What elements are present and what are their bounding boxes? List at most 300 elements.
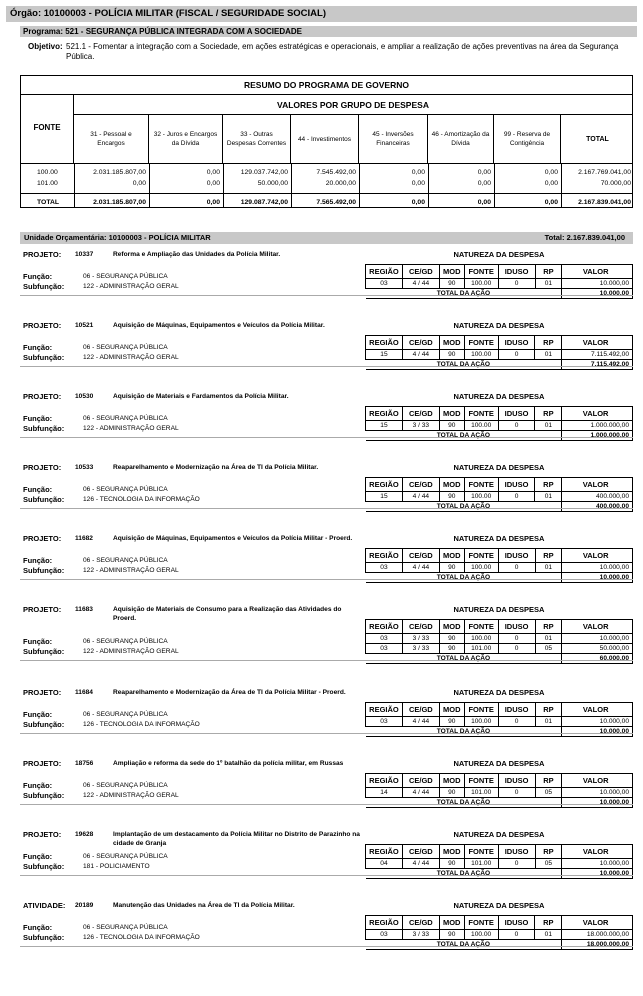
subfuncao-label: Subfunção: — [23, 862, 65, 871]
natureza-cell: 4 / 44 — [402, 859, 439, 869]
resumo-value-cell: 2.031.185.807,00 — [93, 199, 146, 206]
projeto-separator — [20, 366, 633, 367]
natureza-header: MOD — [439, 336, 464, 350]
total-acao-value: 400.000,00 — [562, 502, 633, 512]
natureza-cell: 100.00 — [464, 717, 498, 727]
natureza-header: IDUSO — [498, 845, 535, 859]
funcao-line — [23, 637, 168, 647]
natureza-header-row — [366, 336, 633, 350]
total-acao-label: TOTAL DA AÇÃO — [366, 940, 562, 950]
resumo-value-cell: 0,00 — [477, 180, 491, 187]
natureza-header-row — [366, 478, 633, 492]
natureza-header: RP — [535, 845, 562, 859]
resumo-value-cell: 129.037.742,00 — [240, 169, 288, 176]
projeto-title — [23, 534, 363, 543]
natureza-cell: 90 — [439, 717, 464, 727]
natureza-title: NATUREZA DA DESPESA — [453, 392, 545, 401]
projeto-title — [23, 759, 363, 768]
natureza-header: FONTE — [464, 336, 498, 350]
natureza-table — [365, 477, 633, 512]
natureza-cell: 15 — [366, 492, 403, 502]
resumo-value-cell: 0,00 — [477, 169, 491, 176]
natureza-cell: 50.000,00 — [562, 644, 633, 654]
total-acao-value: 1.000.000,00 — [562, 431, 633, 441]
natureza-header: IDUSO — [498, 774, 535, 788]
natureza-cell: 90 — [439, 279, 464, 289]
natureza-header: MOD — [439, 407, 464, 421]
subfuncao-value: 181 - POLICIAMENTO — [83, 863, 150, 870]
total-acao-label: TOTAL DA AÇÃO — [366, 360, 562, 370]
projeto-separator — [20, 946, 633, 947]
projeto-code: 11683 — [75, 606, 93, 613]
natureza-cell: 03 — [366, 634, 403, 644]
natureza-header: IDUSO — [498, 703, 535, 717]
subfuncao-label: Subfunção: — [23, 495, 65, 504]
projeto-title — [23, 392, 363, 401]
natureza-header: IDUSO — [498, 549, 535, 563]
natureza-row — [366, 634, 633, 644]
natureza-cell: 03 — [366, 279, 403, 289]
subfuncao-line — [23, 353, 179, 363]
natureza-cell: 4 / 44 — [402, 717, 439, 727]
projeto-separator — [20, 579, 633, 580]
natureza-header: CE/GD — [402, 703, 439, 717]
natureza-header: RP — [535, 549, 562, 563]
projeto-name: Reforma e Ampliação das Unidades da Polícia Militar. — [113, 251, 281, 258]
fonte-header: FONTE — [21, 95, 74, 163]
total-acao-row — [366, 502, 633, 512]
natureza-cell: 0 — [498, 859, 535, 869]
natureza-row — [366, 492, 633, 502]
subfuncao-value: 126 - TECNOLOGIA DA INFORMAÇÃO — [83, 496, 200, 503]
natureza-header: RP — [535, 620, 562, 634]
natureza-title: NATUREZA DA DESPESA — [453, 250, 545, 259]
resumo-col-header: 46 - Amortização da Dívida — [428, 115, 494, 163]
resumo-value-cell: 7.545.492,00 — [316, 169, 356, 176]
natureza-header: CE/GD — [402, 336, 439, 350]
projeto-title — [23, 605, 363, 623]
natureza-header: IDUSO — [498, 407, 535, 421]
natureza-header: VALOR — [562, 703, 633, 717]
natureza-cell: 0 — [498, 788, 535, 798]
natureza-header: CE/GD — [402, 774, 439, 788]
unidade-label: Unidade Orçamentária: 10100003 - POLÍCIA MILITAR — [24, 233, 211, 242]
natureza-cell: 101.00 — [464, 788, 498, 798]
natureza-row — [366, 859, 633, 869]
natureza-header: MOD — [439, 916, 464, 930]
subfuncao-value: 122 - ADMINISTRAÇÃO GERAL — [83, 283, 179, 290]
natureza-header: VALOR — [562, 774, 633, 788]
projeto-kind: ATIVIDADE: — [23, 901, 66, 910]
natureza-title: NATUREZA DA DESPESA — [453, 759, 545, 768]
resumo-col-header: TOTAL — [586, 135, 609, 143]
subfuncao-label: Subfunção: — [23, 566, 65, 575]
resumo-value-cell: 0,00 — [411, 169, 425, 176]
subfuncao-label: Subfunção: — [23, 647, 65, 656]
natureza-cell: 14 — [366, 788, 403, 798]
funcao-line — [23, 343, 168, 353]
natureza-cell: 101.00 — [464, 644, 498, 654]
natureza-cell: 3 / 33 — [402, 634, 439, 644]
natureza-cell: 0 — [498, 421, 535, 431]
funcao-label: Função: — [23, 923, 53, 932]
funcao-value: 06 - SEGURANÇA PÚBLICA — [83, 557, 168, 564]
resumo-col-header: 45 - Inversões Financeiras — [359, 115, 428, 163]
natureza-cell: 100.00 — [464, 279, 498, 289]
natureza-header: CE/GD — [402, 620, 439, 634]
projeto-code: 11682 — [75, 535, 93, 542]
natureza-cell: 01 — [535, 421, 562, 431]
natureza-table — [365, 702, 633, 737]
resumo-value-cell: 0,00 — [544, 180, 558, 187]
natureza-header: IDUSO — [498, 620, 535, 634]
natureza-header: RP — [535, 265, 562, 279]
resumo-col-header: 32 - Juros e Encargos da Dívida — [149, 115, 223, 163]
total-acao-row — [366, 869, 633, 879]
natureza-header: FONTE — [464, 407, 498, 421]
total-acao-label: TOTAL DA AÇÃO — [366, 654, 562, 664]
resumo-table — [20, 75, 633, 208]
natureza-header-row — [366, 845, 633, 859]
resumo-value-cell: 0,00 — [477, 199, 491, 206]
natureza-cell: 3 / 33 — [402, 421, 439, 431]
natureza-header: RP — [535, 336, 562, 350]
objetivo-label: Objetivo: — [28, 42, 63, 51]
projeto-code: 10530 — [75, 393, 94, 400]
natureza-header: RP — [535, 916, 562, 930]
resumo-value-cell: 0,00 — [206, 180, 220, 187]
subfuncao-line — [23, 933, 200, 943]
total-acao-value: 18.000.000,00 — [562, 940, 633, 950]
orgao-header: Órgão: 10100003 - POLÍCIA MILITAR (FISCAL / SEGURIDADE SOCIAL) — [6, 6, 637, 22]
natureza-header: MOD — [439, 620, 464, 634]
projeto-kind: PROJETO: — [23, 392, 62, 401]
funcao-label: Função: — [23, 343, 53, 352]
natureza-header: RP — [535, 774, 562, 788]
natureza-row — [366, 350, 633, 360]
natureza-cell: 0 — [498, 634, 535, 644]
natureza-cell: 0 — [498, 644, 535, 654]
subfuncao-value: 126 - TECNOLOGIA DA INFORMAÇÃO — [83, 721, 200, 728]
natureza-cell: 100.00 — [464, 350, 498, 360]
projeto-name: Implantação de um destacamento da Polícia Militar no Distrito de Parazinho na cidade de Granja — [113, 831, 360, 847]
natureza-header: REGIÃO — [366, 845, 403, 859]
natureza-header: MOD — [439, 774, 464, 788]
natureza-cell: 4 / 44 — [402, 279, 439, 289]
natureza-cell: 05 — [535, 644, 562, 654]
unidade-total: Total: 2.167.839.041,00 — [544, 233, 625, 242]
resumo-value-cell: 2.167.839.041,00 — [578, 199, 631, 206]
natureza-row — [366, 717, 633, 727]
subfuncao-label: Subfunção: — [23, 282, 65, 291]
funcao-line — [23, 556, 168, 566]
natureza-table — [365, 548, 633, 583]
natureza-header: CE/GD — [402, 845, 439, 859]
natureza-table — [365, 619, 633, 664]
natureza-cell: 90 — [439, 350, 464, 360]
natureza-header: VALOR — [562, 478, 633, 492]
natureza-header: CE/GD — [402, 265, 439, 279]
funcao-label: Função: — [23, 414, 53, 423]
natureza-header: CE/GD — [402, 549, 439, 563]
natureza-cell: 15 — [366, 350, 403, 360]
natureza-header: VALOR — [562, 620, 633, 634]
funcao-label: Função: — [23, 485, 53, 494]
projeto-code: 11684 — [75, 689, 93, 696]
natureza-header: VALOR — [562, 549, 633, 563]
subfuncao-label: Subfunção: — [23, 791, 65, 800]
natureza-cell: 90 — [439, 859, 464, 869]
projeto-title — [23, 250, 363, 259]
natureza-cell: 01 — [535, 492, 562, 502]
natureza-header: REGIÃO — [366, 336, 403, 350]
projeto-name: Aquisição de Materiais de Consumo para a Realização das Atividades do Proerd. — [113, 606, 342, 622]
natureza-cell: 90 — [439, 644, 464, 654]
natureza-title: NATUREZA DA DESPESA — [453, 463, 545, 472]
projeto-kind: PROJETO: — [23, 688, 62, 697]
funcao-value: 06 - SEGURANÇA PÚBLICA — [83, 924, 168, 931]
funcao-value: 06 - SEGURANÇA PÚBLICA — [83, 273, 168, 280]
total-acao-row — [366, 289, 633, 299]
total-acao-row — [366, 573, 633, 583]
natureza-row — [366, 279, 633, 289]
total-acao-label: TOTAL DA AÇÃO — [366, 289, 562, 299]
funcao-line — [23, 852, 168, 862]
valores-header: VALORES POR GRUPO DE DESPESA — [74, 95, 632, 115]
total-acao-value: 10.000,00 — [562, 289, 633, 299]
resumo-col-header: 31 - Pessoal e Encargos — [74, 115, 149, 163]
natureza-header-row — [366, 916, 633, 930]
natureza-cell: 01 — [535, 717, 562, 727]
natureza-header: MOD — [439, 845, 464, 859]
projeto-separator — [20, 804, 633, 805]
natureza-row — [366, 644, 633, 654]
natureza-header: FONTE — [464, 549, 498, 563]
resumo-value-cell: 7.565.492,00 — [316, 199, 356, 206]
subfuncao-line — [23, 720, 200, 730]
funcao-value: 06 - SEGURANÇA PÚBLICA — [83, 853, 168, 860]
natureza-cell: 10.000,00 — [562, 279, 633, 289]
natureza-cell: 01 — [535, 563, 562, 573]
resumo-value-cell: 20.000,00 — [325, 180, 356, 187]
funcao-line — [23, 414, 168, 424]
natureza-row — [366, 930, 633, 940]
natureza-cell: 0 — [498, 279, 535, 289]
natureza-table — [365, 406, 633, 441]
projeto-name: Reaparelhamento e Modernização na Área de TI da Polícia Militar. — [113, 464, 319, 471]
objetivo — [28, 42, 633, 62]
resumo-value-cell: 0,00 — [411, 180, 425, 187]
projeto-code: 18756 — [75, 760, 94, 767]
subfuncao-label: Subfunção: — [23, 720, 65, 729]
natureza-header: MOD — [439, 549, 464, 563]
projeto-kind: PROJETO: — [23, 321, 62, 330]
projeto-kind: PROJETO: — [23, 250, 62, 259]
resumo-title: RESUMO DO PROGRAMA DE GOVERNO — [21, 76, 632, 95]
natureza-header: VALOR — [562, 336, 633, 350]
natureza-cell: 10.000,00 — [562, 563, 633, 573]
funcao-label: Função: — [23, 637, 53, 646]
subfuncao-value: 122 - ADMINISTRAÇÃO GERAL — [83, 354, 179, 361]
natureza-cell: 10.000,00 — [562, 788, 633, 798]
natureza-cell: 01 — [535, 350, 562, 360]
natureza-title: NATUREZA DA DESPESA — [453, 534, 545, 543]
funcao-value: 06 - SEGURANÇA PÚBLICA — [83, 711, 168, 718]
natureza-row — [366, 563, 633, 573]
natureza-header: CE/GD — [402, 407, 439, 421]
natureza-header: VALOR — [562, 916, 633, 930]
natureza-cell: 90 — [439, 930, 464, 940]
projeto-title — [23, 901, 363, 910]
resumo-col-header: 44 - Investimentos — [291, 115, 359, 163]
natureza-header: FONTE — [464, 774, 498, 788]
subfuncao-line — [23, 424, 179, 434]
subfuncao-label: Subfunção: — [23, 933, 65, 942]
funcao-label: Função: — [23, 272, 53, 281]
natureza-title: NATUREZA DA DESPESA — [453, 321, 545, 330]
natureza-cell: 04 — [366, 859, 403, 869]
natureza-row — [366, 421, 633, 431]
natureza-cell: 3 / 33 — [402, 930, 439, 940]
natureza-header: MOD — [439, 703, 464, 717]
natureza-header: REGIÃO — [366, 916, 403, 930]
natureza-header: FONTE — [464, 478, 498, 492]
natureza-header: VALOR — [562, 845, 633, 859]
natureza-header: RP — [535, 703, 562, 717]
total-acao-value: 7.115.492,00 — [562, 360, 633, 370]
projeto-name: Ampliação e reforma da sede do 1º batalhão da polícia militar, em Russas — [113, 760, 344, 767]
natureza-header-row — [366, 265, 633, 279]
resumo-col-header: 33 - Outras Despesas Correntes — [223, 115, 291, 163]
funcao-line — [23, 272, 168, 282]
natureza-header: REGIÃO — [366, 478, 403, 492]
projeto-separator — [20, 875, 633, 876]
funcao-value: 06 - SEGURANÇA PÚBLICA — [83, 638, 168, 645]
funcao-line — [23, 710, 168, 720]
projeto-name: Aquisição de Máquinas, Equipamentos e Veículos da Polícia Militar. — [113, 322, 325, 329]
natureza-title: NATUREZA DA DESPESA — [453, 688, 545, 697]
natureza-cell: 100.00 — [464, 492, 498, 502]
natureza-cell: 10.000,00 — [562, 717, 633, 727]
natureza-cell: 4 / 44 — [402, 563, 439, 573]
subfuncao-value: 122 - ADMINISTRAÇÃO GERAL — [83, 425, 179, 432]
projeto-separator — [20, 660, 633, 661]
natureza-cell: 90 — [439, 421, 464, 431]
natureza-table — [365, 335, 633, 370]
natureza-cell: 0 — [498, 350, 535, 360]
subfuncao-label: Subfunção: — [23, 424, 65, 433]
natureza-cell: 4 / 44 — [402, 788, 439, 798]
projeto-code: 10337 — [75, 251, 94, 258]
natureza-cell: 90 — [439, 788, 464, 798]
programa-header: Programa: 521 - SEGURANÇA PÚBLICA INTEGRADA COM A SOCIEDADE — [20, 26, 637, 37]
natureza-cell: 100.00 — [464, 930, 498, 940]
natureza-cell: 4 / 44 — [402, 492, 439, 502]
subfuncao-value: 122 - ADMINISTRAÇÃO GERAL — [83, 648, 179, 655]
natureza-cell: 0 — [498, 492, 535, 502]
natureza-cell: 05 — [535, 859, 562, 869]
total-acao-value: 10.000,00 — [562, 798, 633, 808]
natureza-cell: 100.00 — [464, 563, 498, 573]
natureza-header: REGIÃO — [366, 774, 403, 788]
resumo-value-cell: 2.167.769.041,00 — [578, 169, 631, 176]
natureza-table — [365, 844, 633, 879]
funcao-label: Função: — [23, 781, 53, 790]
projeto-name: Aquisição de Máquinas, Equipamentos e Veículos da Polícia Militar - Proerd. — [113, 535, 353, 542]
projeto-title — [23, 463, 363, 472]
natureza-header: RP — [535, 478, 562, 492]
natureza-table — [365, 264, 633, 299]
subfuncao-line — [23, 495, 200, 505]
projeto-code: 20189 — [75, 902, 94, 909]
natureza-header: IDUSO — [498, 336, 535, 350]
natureza-header: VALOR — [562, 407, 633, 421]
natureza-header: REGIÃO — [366, 549, 403, 563]
natureza-header: IDUSO — [498, 478, 535, 492]
natureza-header: IDUSO — [498, 916, 535, 930]
natureza-cell: 3 / 33 — [402, 644, 439, 654]
natureza-table — [365, 915, 633, 950]
natureza-header: FONTE — [464, 916, 498, 930]
projeto-name: Aquisição de Materiais e Fardamentos da Polícia Militar. — [113, 393, 289, 400]
projeto-kind: PROJETO: — [23, 605, 62, 614]
natureza-cell: 01 — [535, 279, 562, 289]
natureza-cell: 03 — [366, 717, 403, 727]
natureza-header: REGIÃO — [366, 620, 403, 634]
funcao-label: Função: — [23, 710, 53, 719]
natureza-header: FONTE — [464, 845, 498, 859]
total-acao-value: 10.000,00 — [562, 869, 633, 879]
resumo-fonte-cell: 100.00 — [37, 169, 58, 176]
funcao-label: Função: — [23, 852, 53, 861]
funcao-value: 06 - SEGURANÇA PÚBLICA — [83, 782, 168, 789]
total-acao-row — [366, 727, 633, 737]
resumo-value-cell: 129.087.742,00 — [240, 199, 288, 206]
natureza-header-row — [366, 549, 633, 563]
total-acao-label: TOTAL DA AÇÃO — [366, 869, 562, 879]
subfuncao-line — [23, 647, 179, 657]
resumo-fonte-cell: 101.00 — [37, 180, 58, 187]
natureza-cell: 0 — [498, 717, 535, 727]
funcao-line — [23, 923, 168, 933]
resumo-value-cell: 0,00 — [544, 199, 558, 206]
natureza-cell: 4 / 44 — [402, 350, 439, 360]
natureza-cell: 100.00 — [464, 634, 498, 644]
resumo-value-cell: 70.000,00 — [600, 180, 631, 187]
total-acao-value: 10.000,00 — [562, 573, 633, 583]
total-acao-label: TOTAL DA AÇÃO — [366, 502, 562, 512]
projeto-kind: PROJETO: — [23, 759, 62, 768]
resumo-value-cell: 2.031.185.807,00 — [93, 169, 146, 176]
projeto-title — [23, 688, 363, 697]
natureza-cell: 01 — [535, 634, 562, 644]
natureza-cell: 15 — [366, 421, 403, 431]
resumo-col-header: 99 - Reserva de Contigência — [494, 115, 561, 163]
natureza-cell: 03 — [366, 930, 403, 940]
natureza-header-row — [366, 774, 633, 788]
projeto-code: 19628 — [75, 831, 94, 838]
natureza-header-row — [366, 620, 633, 634]
funcao-value: 06 - SEGURANÇA PÚBLICA — [83, 415, 168, 422]
projeto-title — [23, 321, 363, 330]
unidade-orcamentaria — [20, 232, 633, 244]
natureza-cell: 90 — [439, 492, 464, 502]
natureza-cell: 10.000,00 — [562, 634, 633, 644]
total-acao-row — [366, 654, 633, 664]
natureza-header: MOD — [439, 265, 464, 279]
projeto-separator — [20, 733, 633, 734]
subfuncao-value: 122 - ADMINISTRAÇÃO GERAL — [83, 567, 179, 574]
